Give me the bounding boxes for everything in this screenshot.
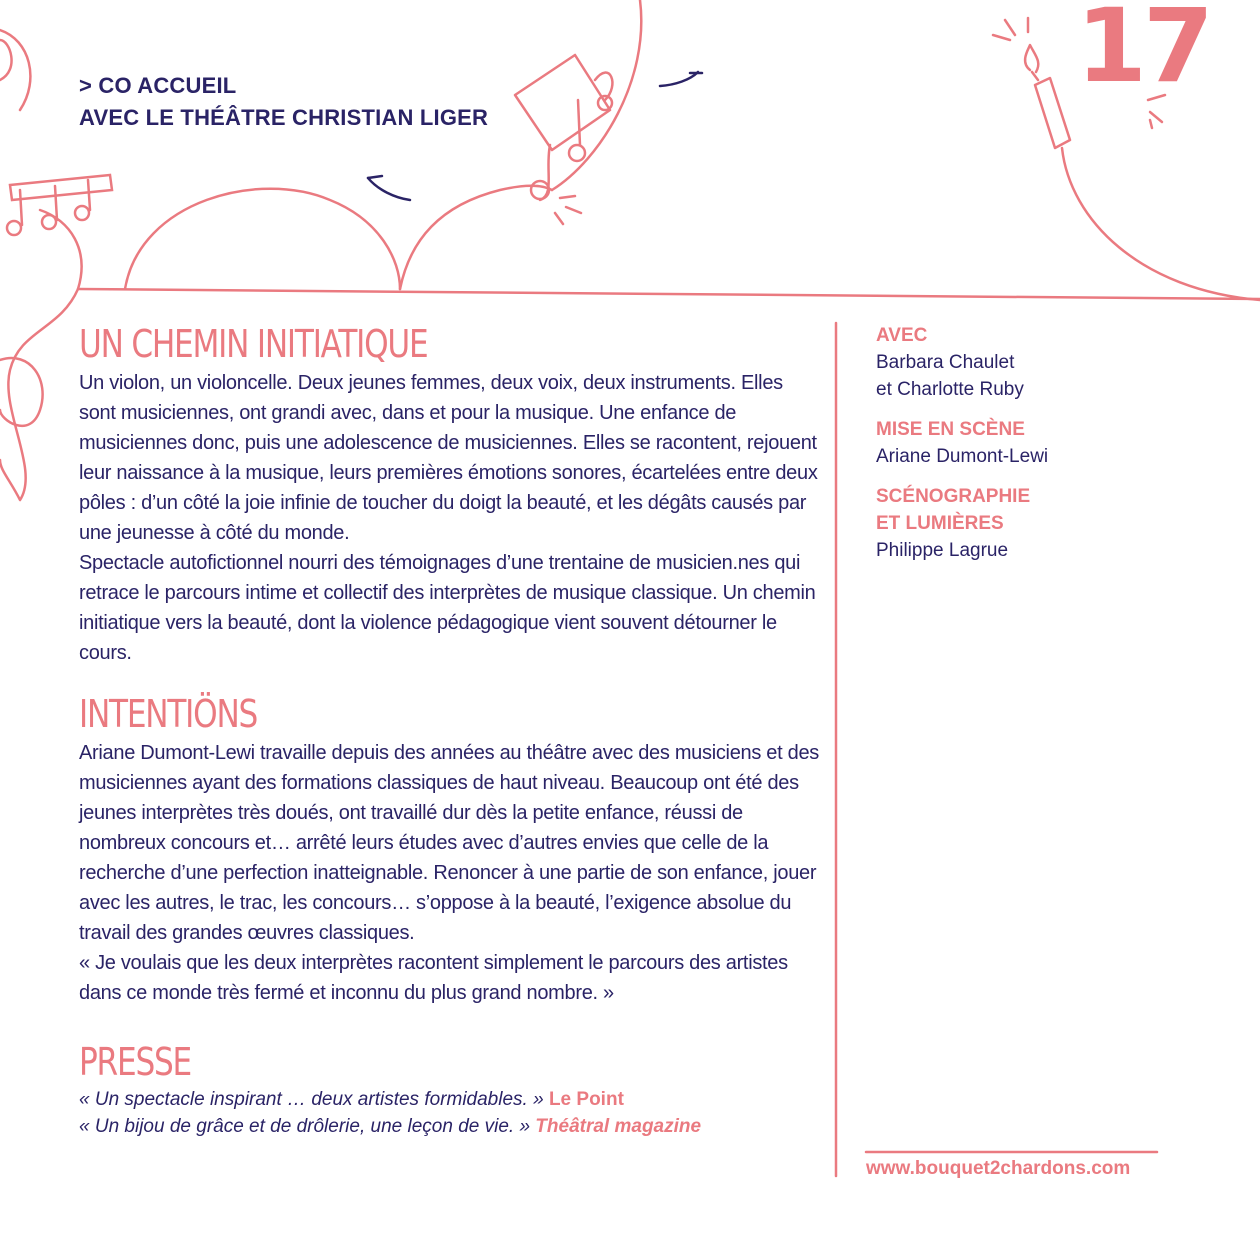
- press-source: Théâtral magazine: [535, 1116, 702, 1137]
- press-quote-text: « Un bijou de grâce et de drôlerie, une leçon de vie. »: [79, 1116, 536, 1137]
- press-quote: [79, 1113, 819, 1140]
- credit-value: Ariane Dumont-Lewi: [876, 446, 1049, 467]
- credit-value: Barbara Chaulet: [876, 352, 1015, 373]
- paragraph: Spectacle autofictionnel nourri des témoignages d’une trentaine de musicien.nes qui retrace le parcours intime et collectif des interprètes de musique classique. Un chemin initiatique vers la beauté, dont la violence pédagogique vient souvent détourner le cours.: [79, 552, 816, 664]
- header: [79, 70, 488, 134]
- press-quote-text: « Un spectacle inspirant … deux artistes formidables. »: [79, 1089, 549, 1110]
- section-title-presse: PRESSE: [79, 1040, 192, 1084]
- credit-label: ET LUMIÈRES: [876, 513, 1004, 534]
- music-notes-icon: [7, 175, 112, 235]
- credit-label: AVEC: [876, 325, 928, 346]
- credit-avec: [876, 322, 1206, 403]
- section-body-intentions: [79, 738, 819, 1008]
- section-title-intentions: INTENTIÖNS: [79, 692, 258, 736]
- section-body-chemin: [79, 368, 819, 668]
- paragraph: Ariane Dumont-Lewi travaille depuis des années au théâtre avec des musiciens et des musiciennes ayant des formations classiques de haut niveau. Beaucoup ont été des jeunes interprètes très doués, ont travaillé dur dès la petite enfance, réussi de nombreux concours et… arrêté leurs études avec d’autres envies que celle de la recherche d’une perfection inatteignable. Renoncer à une partie de son enfance, jouer avec les autres, le trac, les concours… s’oppose à la beauté, l’exigence absolue du travail des grandes œuvres classiques.: [79, 742, 819, 944]
- paragraph: « Je voulais que les deux interprètes racontent simplement le parcours des artistes dans ce monde très fermé et inconnu du plus grand nombre. »: [79, 952, 788, 1004]
- credits-column: [876, 322, 1206, 577]
- paragraph: Un violon, un violoncelle. Deux jeunes femmes, deux voix, deux instruments. Elles sont musiciennes, ont grandi avec, dans et pour la musique. Une enfance de musiciennes donc, puis une adolescence de musiciennes. Elles se racontent, rejouent leur naissance à la musique, leurs premières émotions sonores, écartelées entre deux pôles : d’un côté la joie infinie de toucher du doigt la beauté, et les dégâts causés par une jeunesse à côté du monde.: [79, 372, 818, 544]
- header-line-2: AVEC LE THÉÂTRE CHRISTIAN LIGER: [79, 105, 489, 130]
- credit-label: SCÉNOGRAPHIE: [876, 486, 1031, 507]
- press-quotes: [79, 1086, 819, 1140]
- main-column: [79, 320, 819, 1140]
- page-number: 17: [1076, 0, 1210, 106]
- header-line-1: > CO ACCUEIL: [79, 73, 237, 98]
- section-title-chemin: UN CHEMIN INITIATIQUE: [79, 322, 428, 366]
- credit-label: MISE EN SCÈNE: [876, 419, 1025, 440]
- music-note-icon: [515, 55, 612, 224]
- press-source: Le Point: [548, 1089, 624, 1110]
- credit-mise-en-scene: [876, 416, 1206, 470]
- website-link[interactable]: www.bouquet2chardons.com: [866, 1158, 1131, 1179]
- credit-value: Philippe Lagrue: [876, 540, 1009, 561]
- press-quote: [79, 1086, 819, 1113]
- credit-scenographie: [876, 483, 1206, 564]
- credit-value: et Charlotte Ruby: [876, 379, 1024, 400]
